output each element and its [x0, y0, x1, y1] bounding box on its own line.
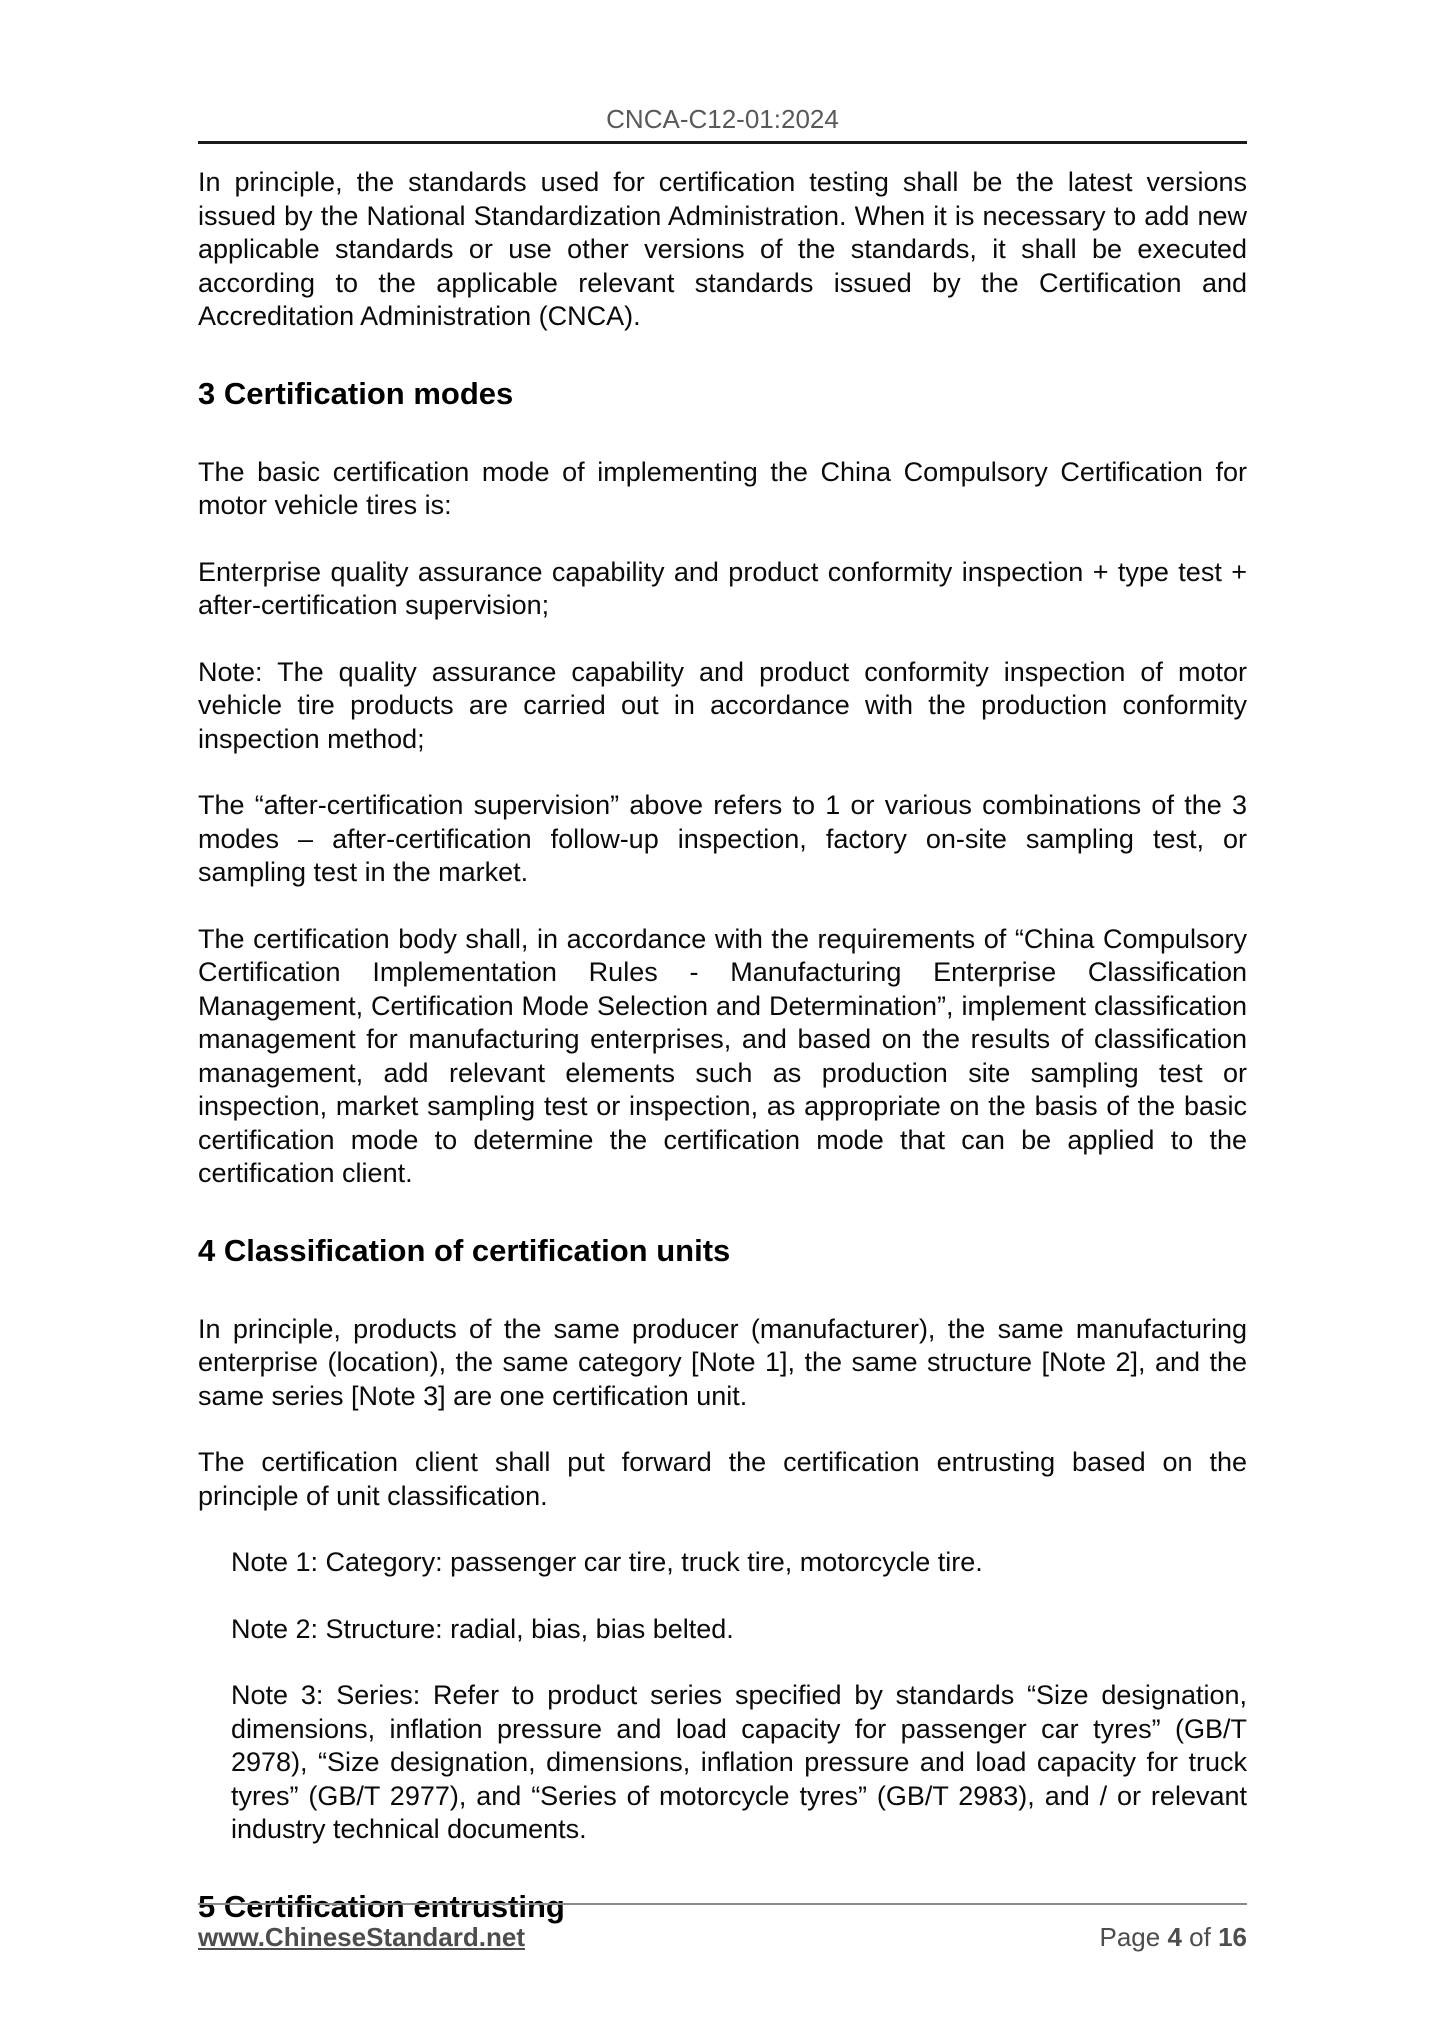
paragraph-certification-client: The certification client shall put forward the certification entrusting based on the principle of unit classification. [198, 1447, 1247, 1511]
of-word: of [1189, 1922, 1211, 1952]
paragraph-standards-intro: In principle, the standards used for certification testing shall be the latest versions issued by the National Standardization Administration. When it is necessary to add new applicable standards or use other versions of the standards, it shall be executed according to the applicable relevant standards issued by the Certification and Accreditation Administration (CNCA). [198, 167, 1247, 331]
footer-website-link[interactable]: www.ChineseStandard.net [198, 1922, 525, 1952]
paragraph-note-quality-assurance: Note: The quality assurance capability and product conformity inspection of motor vehicle tire products are carried out in accordance with the production conformity inspection method; [198, 656, 1247, 754]
paragraph-basic-mode: The basic certification mode of implementing the China Compulsory Certification for motor vehicle tires is: [198, 456, 1247, 520]
page-word: Page [1099, 1922, 1161, 1952]
section-heading-classification-units: 4 Classification of certification units [198, 1232, 731, 1268]
page-indicator [1099, 1922, 1247, 1953]
note-3-series: Note 3: Series: Refer to product series specified by standards “Size designation, dimensions, inflation pressure and load capacity for passenger car tyres” (GB/T 2978), “Size designation, dimensions, inflation pressure and load capacity for truck tyres” (GB/T 2977), and “Series of motorcycle tyres” (GB/T 2983), and / or relevant industry technical documents. [231, 1680, 1247, 1844]
paragraph-after-certification-supervision: The “after-certification supervision” above refers to 1 or various combinations of the 3 modes – after-certification follow-up inspection, factory on-site sampling test, or sampling test in the market. [198, 790, 1247, 887]
page-header-document-code: CNCA-C12-01:2024 [606, 104, 839, 134]
header-divider [198, 141, 1247, 144]
total-page-number: 16 [1218, 1922, 1247, 1952]
page-footer [198, 1922, 1247, 1953]
paragraph-enterprise-quality: Enterprise quality assurance capability and product conformity inspection + type test + after-certification supervision; [198, 556, 1247, 620]
paragraph-certification-body-requirements: The certification body shall, in accordance with the requirements of “China Compulsory Certification Implementation Rules - Manufacturing Enterprise Classification Management, Certification Mode Selection and Determination”, implement classification management for manufacturing enterprises, and based on the results of classification management, add relevant elements such as production site sampling test or inspection, market sampling test or inspection, as appropriate on the basis of the basic certification mode to determine the certification mode that can be applied to the certification client. [198, 923, 1247, 1188]
paragraph-same-producer-unit: In principle, products of the same producer (manufacturer), the same manufacturing enterprise (location), the same category [Note 1], the same structure [Note 2], and the same series [Note 3] are one certification unit. [198, 1313, 1247, 1411]
note-1-category: Note 1: Category: passenger car tire, truck tire, motorcycle tire. [231, 1547, 983, 1577]
section-heading-certification-entrusting: 5 Certification entrusting [198, 1888, 565, 1924]
section-heading-certification-modes: 3 Certification modes [198, 375, 514, 411]
footer-divider [198, 1903, 1247, 1905]
current-page-number: 4 [1167, 1922, 1182, 1952]
note-2-structure: Note 2: Structure: radial, bias, bias belted. [231, 1613, 734, 1644]
document-body [198, 166, 1247, 1927]
